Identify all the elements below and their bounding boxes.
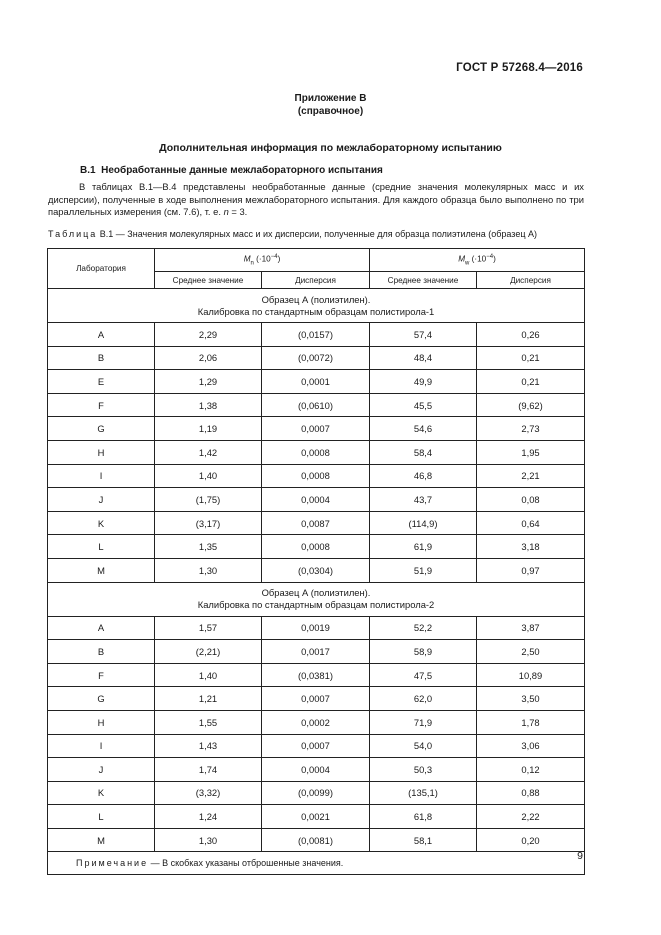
table-cell: (1,75) [155, 488, 262, 512]
table-cell: 1,35 [155, 535, 262, 559]
table-cell: 1,30 [155, 558, 262, 582]
table-cell: 2,29 [155, 323, 262, 347]
table-cell: 1,30 [155, 828, 262, 852]
table-cell: (135,1) [370, 781, 477, 805]
table-cell: 62,0 [370, 687, 477, 711]
header-row-main [48, 249, 585, 272]
section-row [48, 289, 585, 323]
table-cell: 0,0001 [262, 370, 370, 394]
table-row [48, 346, 585, 370]
table-cell: 1,40 [155, 663, 262, 687]
table-cell: 0,64 [477, 511, 585, 535]
table-cell: E [48, 370, 155, 394]
table-cell: 58,9 [370, 640, 477, 664]
table-cell: 0,0004 [262, 488, 370, 512]
section-line1: Образец А (полиэтилен). [261, 587, 371, 599]
table-cell: L [48, 535, 155, 559]
table-cell: 46,8 [370, 464, 477, 488]
note-text: — В скобках указаны отброшенные значения. [148, 858, 344, 869]
table-cell: G [48, 417, 155, 441]
table-cell: 57,4 [370, 323, 477, 347]
table-cell: (0,0610) [262, 393, 370, 417]
table-cell: 0,0087 [262, 511, 370, 535]
caption-label: Таблица [48, 229, 98, 239]
table-cell: 45,5 [370, 393, 477, 417]
standard-number: ГОСТ Р 57268.4—2016 [456, 62, 583, 74]
table-cell: 2,50 [477, 640, 585, 664]
table-cell: B [48, 346, 155, 370]
section-title-cell [48, 289, 585, 323]
table-cell: 71,9 [370, 710, 477, 734]
table-caption [48, 229, 588, 239]
table-cell: 0,08 [477, 488, 585, 512]
table-cell: 3,18 [477, 535, 585, 559]
section-title-cell [48, 582, 585, 616]
table-cell: 1,24 [155, 805, 262, 829]
table-cell: 1,40 [155, 464, 262, 488]
table-cell: 0,0008 [262, 464, 370, 488]
table-cell: G [48, 687, 155, 711]
table-cell: 3,06 [477, 734, 585, 758]
table-cell: J [48, 488, 155, 512]
table-cell: (9,62) [477, 393, 585, 417]
table-cell: 0,0017 [262, 640, 370, 664]
table-cell: 1,21 [155, 687, 262, 711]
table-cell: (3,32) [155, 781, 262, 805]
table-cell: K [48, 781, 155, 805]
table-body [48, 289, 585, 875]
table-cell: 1,29 [155, 370, 262, 394]
table-cell: 47,5 [370, 663, 477, 687]
table-row [48, 781, 585, 805]
table-cell: 61,8 [370, 805, 477, 829]
table-cell: 3,50 [477, 687, 585, 711]
table-row [48, 535, 585, 559]
table-row [48, 663, 585, 687]
sub-header: Дисперсия [262, 272, 370, 289]
table-cell: 0,0019 [262, 616, 370, 640]
table-cell: (2,21) [155, 640, 262, 664]
table-cell: 2,06 [155, 346, 262, 370]
table-cell: A [48, 616, 155, 640]
annex-subtitle: (справочное) [297, 106, 364, 117]
table-cell: 10,89 [477, 663, 585, 687]
table-cell: 0,12 [477, 758, 585, 782]
table-cell: 3,87 [477, 616, 585, 640]
table-cell: 1,95 [477, 440, 585, 464]
table-row [48, 323, 585, 347]
table-cell: 2,22 [477, 805, 585, 829]
table-cell: 2,21 [477, 464, 585, 488]
section-heading [80, 165, 383, 176]
table-row [48, 687, 585, 711]
table-cell: M [48, 828, 155, 852]
table-cell: 1,55 [155, 710, 262, 734]
table-cell: 1,74 [155, 758, 262, 782]
table-cell: 1,43 [155, 734, 262, 758]
table-cell: 1,19 [155, 417, 262, 441]
table-cell: M [48, 558, 155, 582]
table-cell: A [48, 323, 155, 347]
table-cell: H [48, 440, 155, 464]
table-row [48, 828, 585, 852]
table-cell: 61,9 [370, 535, 477, 559]
caption-text: В.1 — Значения молекулярных масс и их дисперсии, полученные для образца полиэтилена (образец А) [97, 229, 537, 239]
mn-header: $M_n$ $(\cdot 10^{-4})$ [155, 249, 370, 272]
table-cell: 50,3 [370, 758, 477, 782]
data-table [47, 248, 585, 875]
annex-main-heading: Дополнительная информация по межлабораторному испытанию [159, 142, 502, 154]
table-cell: 48,4 [370, 346, 477, 370]
paragraph-variable: n [223, 206, 229, 217]
table-cell: I [48, 734, 155, 758]
table-cell: H [48, 710, 155, 734]
note-row [48, 852, 585, 875]
table-row [48, 464, 585, 488]
table-cell: 51,9 [370, 558, 477, 582]
table-cell: 0,0002 [262, 710, 370, 734]
table-row [48, 393, 585, 417]
section-line2: Калибровка по стандартным образцам полистирола-2 [197, 599, 435, 611]
table-cell: (0,0304) [262, 558, 370, 582]
intro-paragraph [48, 181, 584, 219]
table-cell: 52,2 [370, 616, 477, 640]
table-cell: 0,97 [477, 558, 585, 582]
sub-header: Среднее значение [370, 272, 477, 289]
table-cell: 0,0007 [262, 417, 370, 441]
section-row [48, 582, 585, 616]
paragraph-end: = 3. [228, 206, 248, 217]
table-cell: F [48, 663, 155, 687]
table-cell: 0,21 [477, 346, 585, 370]
note-label: Примечание [76, 858, 149, 869]
table-cell: 1,57 [155, 616, 262, 640]
table-cell: 0,88 [477, 781, 585, 805]
table-cell: (0,0099) [262, 781, 370, 805]
table-cell: 54,0 [370, 734, 477, 758]
table-cell: 0,20 [477, 828, 585, 852]
sub-header: Дисперсия [477, 272, 585, 289]
section-title: Необработанные данные межлабораторного испытания [101, 165, 383, 176]
table-row [48, 488, 585, 512]
table-cell: (0,0381) [262, 663, 370, 687]
table-cell: K [48, 511, 155, 535]
table-cell: L [48, 805, 155, 829]
table-cell: 54,6 [370, 417, 477, 441]
table-cell: 43,7 [370, 488, 477, 512]
table-cell: 1,38 [155, 393, 262, 417]
table-cell: 0,26 [477, 323, 585, 347]
table-row [48, 734, 585, 758]
table-row [48, 440, 585, 464]
table-cell: B [48, 640, 155, 664]
mw-header: $M_w$ $(\cdot 10^{-4})$ [370, 249, 585, 272]
annex-heading [0, 92, 661, 118]
table-cell: 0,0007 [262, 734, 370, 758]
table-row [48, 558, 585, 582]
table-row [48, 616, 585, 640]
table-row [48, 640, 585, 664]
table-row [48, 710, 585, 734]
section-number: В.1 [80, 165, 96, 176]
table-cell: (114,9) [370, 511, 477, 535]
lab-header: Лаборатория [48, 249, 155, 289]
table-cell: 0,0021 [262, 805, 370, 829]
table-cell: 0,0004 [262, 758, 370, 782]
table-cell: 2,73 [477, 417, 585, 441]
table-cell: 0,0007 [262, 687, 370, 711]
table-cell: (0,0081) [262, 828, 370, 852]
table-cell: 58,1 [370, 828, 477, 852]
table-row [48, 805, 585, 829]
table-cell: 0,21 [477, 370, 585, 394]
table-cell: 58,4 [370, 440, 477, 464]
table-cell: (0,0072) [262, 346, 370, 370]
page-number: 9 [577, 850, 583, 862]
table-row [48, 511, 585, 535]
table-cell: 49,9 [370, 370, 477, 394]
sub-header: Среднее значение [155, 272, 262, 289]
section-line1: Образец А (полиэтилен). [261, 293, 371, 305]
table-cell: 0,0008 [262, 440, 370, 464]
section-line2: Калибровка по стандартным образцам полистирола-1 [197, 305, 435, 317]
table-row [48, 370, 585, 394]
note-cell [48, 852, 585, 875]
table-cell: (3,17) [155, 511, 262, 535]
table-cell: F [48, 393, 155, 417]
annex-title: Приложение В [294, 93, 367, 104]
table-cell: 1,42 [155, 440, 262, 464]
table-cell: J [48, 758, 155, 782]
table-cell: I [48, 464, 155, 488]
table-cell: (0,0157) [262, 323, 370, 347]
table-cell: 1,78 [477, 710, 585, 734]
table-row [48, 417, 585, 441]
table-row [48, 758, 585, 782]
table-cell: 0,0008 [262, 535, 370, 559]
paragraph-text: В таблицах В.1—В.4 представлены необработанные данные (средние значения молекулярных масс и их дисперсии), полученные в ходе выполнения межлабораторного испытания. Для каждого образца было выполнено по три параллельных измерения (см. 7.6), т. е. [48, 181, 584, 217]
